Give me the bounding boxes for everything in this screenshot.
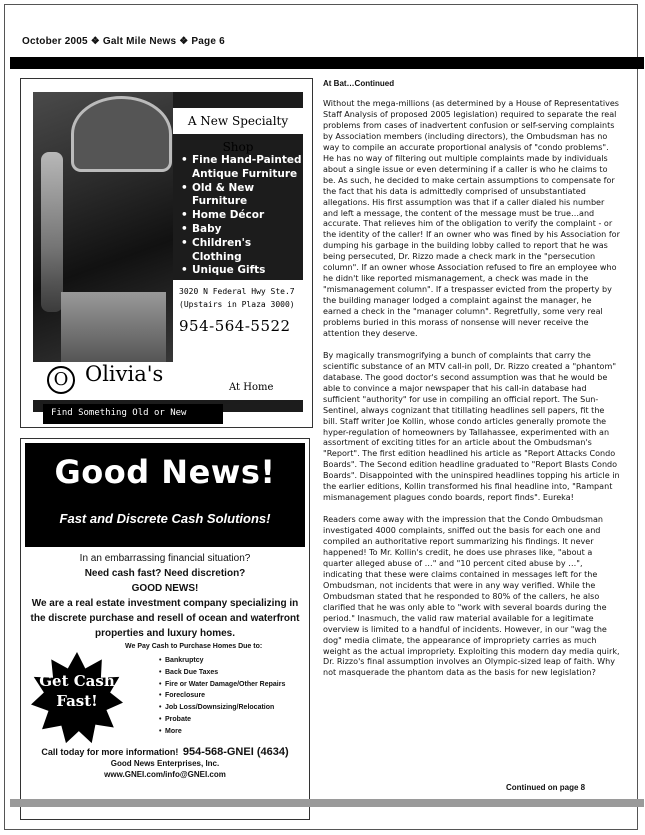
- reason-item: • Job Loss/Downsizing/Relocation: [159, 702, 285, 714]
- table-illustration: [61, 292, 166, 362]
- address-line-2: (Upstairs in Plaza 3000): [179, 300, 295, 309]
- good-news-body: [25, 551, 305, 641]
- slogan-text: Find Something Old or New: [51, 408, 187, 418]
- brand-subtitle: At Home: [229, 382, 274, 393]
- slogan-bar: [43, 404, 223, 424]
- article-column: [323, 79, 621, 690]
- reasons-list: [159, 655, 285, 738]
- starburst-text: [31, 671, 123, 711]
- reason-item: • Probate: [159, 714, 285, 726]
- shop-items-list: [181, 154, 303, 278]
- shop-phone: 954-564-5522: [179, 317, 291, 335]
- body-line: Need cash fast? Need discretion?: [84, 568, 246, 579]
- reason-item: • Foreclosure: [159, 690, 285, 702]
- olivia-ad-panel: [33, 92, 303, 418]
- company-web: www.GNEI.com/info@GNEI.com: [104, 770, 226, 779]
- page-header: October 2005 ❖ Galt Mile News ❖ Page 6: [22, 36, 225, 47]
- header-rule: [10, 57, 644, 69]
- company-name: Good News Enterprises, Inc.: [110, 759, 220, 768]
- good-news-phone: 954-568-GNEI (4634): [182, 746, 289, 758]
- good-news-subtitle: Fast and Discrete Cash Solutions!: [59, 511, 271, 526]
- olivia-ad: [20, 78, 313, 428]
- olivia-logo-icon: O: [47, 366, 75, 394]
- reason-item: • Back Due Taxes: [159, 667, 285, 679]
- article-paragraph: By magically transmogrifying a bunch of complaints that carry the scientific substance of an MTV call-in poll, Dr. Rizzo created a "phantom" database. The good doctor's second assumption was that he would be able to convince a major newspaper that his call-in database had sufficient "authority" for use in compiling an official report. The Sun-Sentinel, always cognizant that titillating headlines sell papers, fit the bill. Staff writer Joe Kollin, whose condo articles generally promote the hyper-regulation of homeowners by Tallahassee, experimented with an assortment of exciting titles for an article about the Ombudsman's "Report". The first edition headlined his article as "Report Attacks Condo Boards". The Second edition headline graduated to "Report Blasts Condo Boards". Disappointed with the uninspired headlines topping his article in the earlier editions, Kollin transformed his final headline into, "Rampant mismanagement plagues condo boards, report finds". Eureka!: [323, 350, 620, 503]
- lamp-illustration: [41, 152, 63, 312]
- good-news-ad: [20, 438, 310, 820]
- good-news-title: Good News!: [54, 453, 276, 491]
- reason-item: • Bankruptcy: [159, 655, 285, 667]
- shop-item: • Fine Hand-Painted Antique Furniture: [181, 154, 303, 182]
- shop-item: • Old & New Furniture: [181, 182, 303, 210]
- footer-rule: [10, 799, 644, 807]
- body-line: properties and luxury homes.: [94, 628, 236, 639]
- article-paragraph: Without the mega-millions (as determined by a House of Representatives Staff Analysis of proposed 2005 legislation) required to separate the real problems from cases of inadvertent confusion or self-serving complaints by Association members (including directors), the Ombudsman has no way to compile an accurate proportional analysis of "condo problems". He has no way of filtering out multiple complaints made by individuals about a single issue or even determining if a caller is who he claims to be. As such, he decided to make certain assumptions to compensate for the fact that his data is admittedly comprised of unsubstantiated allegations. His first assumption was that if a caller dialed his number and left a message, the content of the message must be true…and accurate. That relieves him of the obligation to verify the complaint - or the identity of the caller! If an owner who was fined by his Association for dumping his garbage in the building lobby called to report that he was being persecuted, Dr. Rizzo made a check mark in the "persecution column". If an owner whose Association refused to fire an employee who he didn't like reported mismanagement, a check was made in the "mismanagement column". If a trespasser evicted from the property by the building manager lodged a complaint against the manager, he earned a check in the "manager column". Regretfully, some very real problems buried in this morass of nonsense will never receive the attention they deserve.: [323, 99, 620, 339]
- call-text: Call today for more information!: [41, 747, 179, 757]
- reasons-title: We Pay Cash to Purchase Homes Due to:: [125, 643, 263, 650]
- mirror-illustration: [71, 96, 172, 172]
- article-paragraph: Readers come away with the impression that the Condo Ombudsman investigated 4000 complaints, sniffed out the basis for each one and compiled an authoritative report summarizing his findings. It never happened! To Mr. Kollin's credit, he does use phrases like, "about a quarter alleged abuse of …" and "10 percent cited abuse by …", indicating that these were claims contained in messages left for the Ombudsman, not incidents that were in any way verified. While the Ombudsman stated that he responded to 80% of the callers, he also clarified that he was only able to "work with several boards during the period." Inasmuch, the valid raw material available for a legitimate overview is limited to a handful of incidents. However, in our "wag the dog" media climate, the appearance of impropriety carries as much weight as the actual impropriety. Exploiting this modern day media quirk, Dr. Rizzo's final assumption involves an Olympic-sized leap of faith. Why not masquerade the phantom data as the basis for new legislation?: [323, 515, 620, 678]
- shop-photo: [33, 92, 173, 372]
- body-line: We are a real estate investment company specializing in: [31, 598, 299, 609]
- star-line-1: Get Cash: [39, 672, 115, 690]
- reason-item: • More: [159, 726, 285, 738]
- continued-note: Continued on page 8: [506, 783, 586, 792]
- article-heading: At Bat…Continued: [323, 79, 395, 88]
- shop-tagline: A New Specialty Shop: [173, 108, 303, 134]
- good-news-footer: [25, 745, 305, 780]
- body-line: In an embarrassing financial situation?: [79, 553, 251, 564]
- shop-item: • Home Décor: [181, 209, 303, 223]
- address-line-1: 3020 N Federal Hwy Ste.7: [179, 287, 295, 296]
- reason-item: • Fire or Water Damage/Other Repairs: [159, 679, 285, 691]
- shop-item: • Children's Clothing: [181, 237, 303, 265]
- body-line: the discrete purchase and resell of ocean and waterfront: [30, 613, 300, 624]
- good-news-header: [25, 443, 305, 547]
- shop-item: • Baby: [181, 223, 303, 237]
- star-line-2: Fast!: [56, 692, 98, 710]
- shop-address: [179, 285, 295, 311]
- body-line: GOOD NEWS!: [131, 583, 199, 594]
- brand-name: Olivia's: [85, 362, 164, 386]
- shop-item: • Unique Gifts: [181, 264, 303, 278]
